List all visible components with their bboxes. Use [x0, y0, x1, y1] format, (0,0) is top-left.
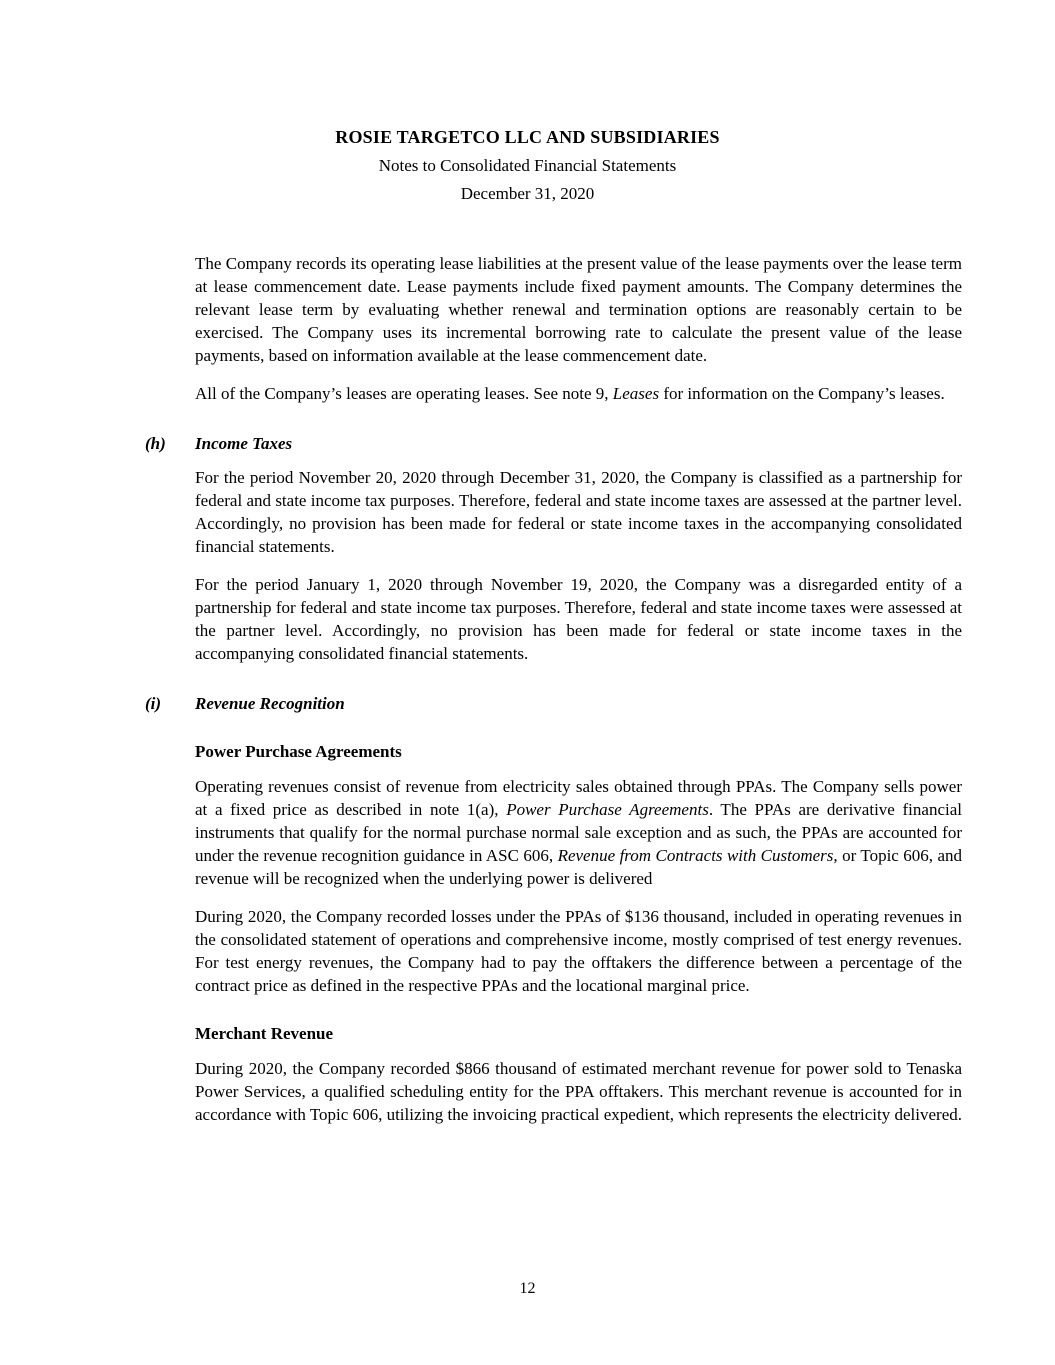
paragraph-ppa-revenues — [195, 775, 962, 890]
text-segment: . The PPAs are derivative financial instruments that qualify for the normal purchase normal sale exception and as such, the PPAs are accounted for under the revenue recognition guidance in ASC 606, — [195, 800, 962, 865]
paragraph-tax-partnership: For the period November 20, 2020 through December 31, 2020, the Company is classified as a partnership for federal and state income tax purposes. Therefore, federal and state income taxes are assessed at the partner level. Accordingly, no provision has been made for federal or state income taxes in the accompanying consolidated financial statements. — [195, 468, 962, 556]
subheading-merchant-revenue: Merchant Revenue — [195, 1024, 334, 1043]
text-segment: for information on the Company’s leases. — [659, 384, 945, 403]
page-number: 12 — [519, 1280, 536, 1297]
section-title: Revenue Recognition — [195, 694, 345, 713]
paragraph-tax-disregarded: For the period January 1, 2020 through November 19, 2020, the Company was a disregarded entity of a partnership for federal and state income tax purposes. Therefore, federal and state income taxes were assessed at the partner level. Accordingly, no provision has been made for federal or state income taxes in the accompanying consolidated financial statements. — [195, 575, 962, 663]
text-segment: or Topic 606, and revenue will be recognized when the underlying power is delivered — [195, 846, 962, 888]
text-segment: Operating revenues consist of revenue from electricity sales obtained through PPAs. The Company sells power at a fixed price as described in note 1(a), — [195, 777, 962, 819]
subheading-power-purchase-agreements: Power Purchase Agreements — [195, 742, 402, 761]
section-label: (i) — [145, 694, 162, 713]
section-title: Income Taxes — [195, 434, 293, 453]
document-subtitle: Notes to Consolidated Financial Statements — [378, 156, 677, 175]
section-heading-income-taxes — [145, 432, 962, 455]
section-heading-revenue-recognition — [145, 692, 962, 715]
document-date: December 31, 2020 — [460, 184, 595, 203]
document-header — [0, 0, 1055, 208]
company-title: ROSIE TARGETCO LLC AND SUBSIDIARIES — [335, 127, 720, 147]
text-segment-italic: Revenue from Contracts with Customers, — [557, 846, 838, 865]
text-segment-italic: Leases — [612, 384, 660, 403]
text-segment-italic: Power Purchase Agreements — [506, 800, 709, 819]
paragraph-ppa-losses: During 2020, the Company recorded losses under the PPAs of $136 thousand, included in operating revenues in the consolidated statement of operations and comprehensive income, mostly comprised of test energy revenues. For test energy revenues, the Company had to pay the offtakers the difference between a percentage of the contract price as defined in the respective PPAs and the locational marginal price. — [195, 907, 962, 995]
document-body — [0, 252, 1055, 1126]
paragraph-lease-note — [195, 382, 962, 405]
paragraph-lease-policy: The Company records its operating lease liabilities at the present value of the lease payments over the lease term at lease commencement date. Lease payments include fixed payment amounts. The Company determines the relevant lease term by evaluating whether renewal and termination options are reasonably certain to be exercised. The Company uses its incremental borrowing rate to calculate the present value of the lease payments, based on information available at the lease commencement date. — [195, 254, 962, 365]
paragraph-merchant-revenue: During 2020, the Company recorded $866 thousand of estimated merchant revenue for power sold to Tenaska Power Services, a qualified scheduling entity for the PPA offtakers. This merchant revenue is accounted for in accordance with Topic 606, utilizing the invoicing practical expedient, which represents the electricity delivered. — [195, 1059, 962, 1124]
section-label: (h) — [145, 434, 166, 453]
text-segment: All of the Company’s leases are operating leases. See note 9, — [195, 384, 613, 403]
